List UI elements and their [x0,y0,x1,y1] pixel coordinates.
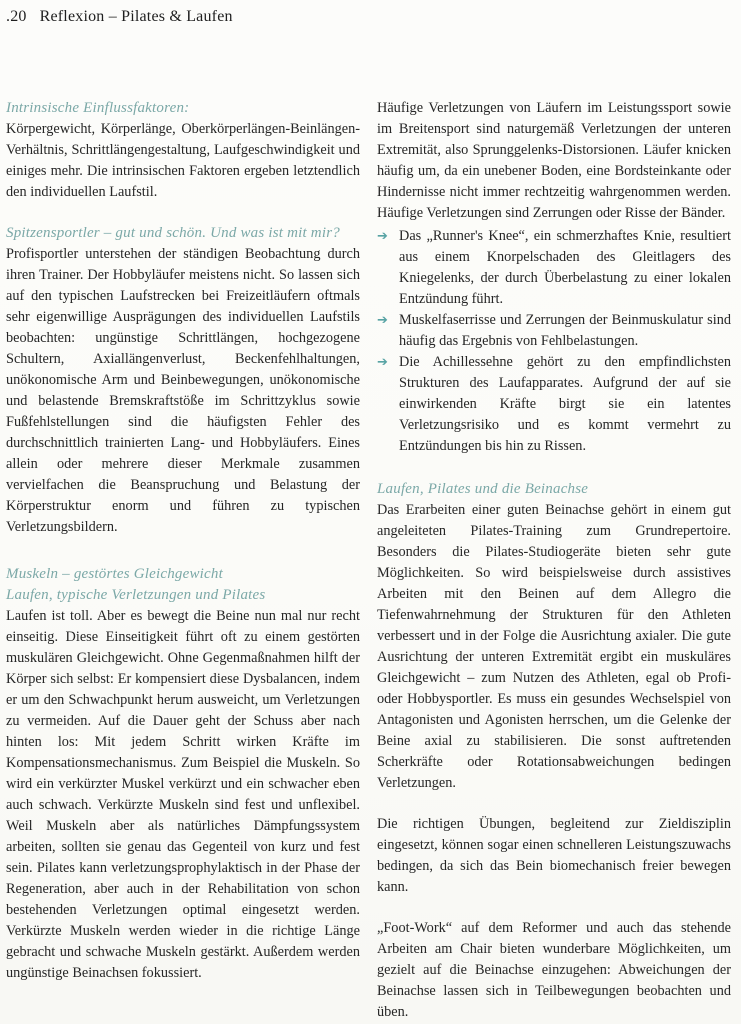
paragraph: Das Erarbeiten einer guten Beinachse gehört in einem gut angeleiteten Pilates-Training zum Grundrepertoire. Besonders die Pilates-Studiogeräte bieten sehr gute Möglichkeiten. So wird beispielsweise durch assistives Arbeiten mit den Beinen auf dem Allegro die Tiefenwahrnehmung der Strukturen für den Athleten verbessert und in der Folge die Ausrichtung axialer. Die gute Ausrichtung der unteren Extremität ergibt ein muskuläres Gleichgewicht – zum Nutzen des Athleten, egal ob Profi- oder Hobbysportler. Es muss ein gesundes Wechselspiel von Antagonisten und Agonisten herrschen, um die Gelenke der Beine axial zu stabilisieren. Die sonst auftretenden Scherkräfte oder Rotationsabweichungen bedingen Verletzungen. [377,502,731,791]
bullet-item [377,226,731,310]
right-column [377,98,731,1023]
section-heading-muskeln-gleichgewicht: Muskeln – gestörtes Gleichgewicht [6,566,223,582]
paragraph: Körpergewicht, Körperlänge, Oberkörperlängen-Beinlängen-Verhältnis, Schrittlängengestaltung, Laufgeschwindigkeit und einiges mehr. Die intrinsischen Faktoren ergeben letztendlich den individuellen Laufstil. [6,121,360,200]
bullet-item [377,352,731,457]
page-title: Reflexion – Pilates & Laufen [39,8,233,25]
bullet-text: Die Achillessehne gehört zu den empfindlichsten Strukturen des Laufapparates. Aufgrund der auf sie einwirkenden Kräfte birgt sie ein latentes Verletzungsrisiko und es kommt vermehrt zu Entzündungen bis hin zu Rissen. [399,354,731,454]
section-heading-spitzensportler: Spitzensportler – gut und schön. Und was ist mit mir? [6,225,340,241]
section-subheading-laufen-verletzungen-pilates: Laufen, typische Verletzungen und Pilates [6,587,266,603]
bullet-list [377,226,731,457]
bullet-item [377,310,731,352]
bullet-text: Das „Runner's Knee“, ein schmerzhaftes Knie, resultiert aus einem Knorpelschaden des Gleitlagers des Kniegelenks, der durch Überbelastung zu einer lokalen Entzündung führt. [399,228,731,307]
arrow-bullet-icon: ➔ [377,313,388,328]
section-heading-intrinsische-einflussfaktoren: Intrinsische Einflussfaktoren: [6,100,190,116]
page-number: .20 [6,8,27,25]
bullet-text: Muskelfaserrisse und Zerrungen der Beinmuskulatur sind häufig das Ergebnis von Fehlbelastungen. [399,312,731,349]
arrow-bullet-icon: ➔ [377,229,388,244]
paragraph: Die richtigen Übungen, begleitend zur Zieldisziplin eingesetzt, können sogar einen schnelleren Leistungszuwachs bedingen, da sich das Bein biomechanisch freier bewegen kann. [377,816,731,895]
page-header [6,8,735,26]
section-heading-laufen-pilates-beinachse: Laufen, Pilates und die Beinachse [377,481,589,497]
paragraph: „Foot-Work“ auf dem Reformer und auch das stehende Arbeiten am Chair bieten wunderbare Möglichkeiten, um gezielt auf die Beinachse einzugehen: Abweichungen der Beinachse lassen sich in Teilbewegungen beobachten und üben. [377,920,731,1020]
paragraph: Profisportler unterstehen der ständigen Beobachtung durch ihren Trainer. Der Hobbyläufer meistens nicht. So lassen sich auf den typischen Laufstrecken bei Freizeitläufern oftmals sehr eigenwillige Ausprägungen des individuellen Laufstils beobachten: ungünstige Schrittlängen, hochgezogene Schultern, Axiallängenverlust, Beckenfehlhaltungen, unökonomische Arm und Beinbewegungen, unökonomische und belastende Bremskraftstöße im Schrittzyklus sowie Fußfehlstellungen sind die häufigsten Fehler des durchschnittlich trainierten Lang- und Hobbyläufers. Eines allein oder mehrere dieser Merkmale zusammen vervielfachen die Beanspruchung und Belastung der Körperstruktur enorm und führen zu typischen Verletzungsbildern. [6,246,360,535]
paragraph: Laufen ist toll. Aber es bewegt die Beine nun mal nur recht einseitig. Diese Einseitigkeit führt oft zu einem gestörten muskulären Gleichgewicht. Ohne Gegenmaßnahmen hilft der Körper sich selbst: Er kompensiert diese Dysbalancen, indem er um den Schwachpunkt herum ausweicht, um Verletzungen zu vermeiden. Auf die Dauer geht der Schuss aber nach hinten los: Mit jedem Schritt wirken Kräfte im Kompensationsmechanismus. Zum Beispiel die Muskeln. So wird ein verkürzter Muskel verkürzt und ein schwacher eben auch schwach. Verkürzte Muskeln sind fest und unflexibel. Weil Muskeln aber als natürliches Dämpfungssystem arbeiten, sollten sie genau das Gegenteil von kurz und fest sein. Pilates kann verletzungsprophylaktisch in der Phase der Regeneration, aber auch in der Rehabilitation von schon bestehenden Verletzungen optimal eingesetzt werden. Verkürzte Muskeln werden wieder in die richtige Länge gebracht und schwache Muskeln gestärkt. Außerdem werden ungünstige Beinachsen fokussiert. [6,608,360,981]
content-columns [6,98,735,1023]
left-column [6,98,360,1023]
arrow-bullet-icon: ➔ [377,355,388,370]
paragraph: Häufige Verletzungen von Läufern im Leistungssport sowie im Breitensport sind naturgemäß Verletzungen der unteren Extremität, also Sprunggelenks-Distorsionen. Läufer knicken häufig um, da ein unebener Boden, eine Bordsteinkante oder Hindernisse nicht immer rechtzeitig wahrgenommen werden. Häufige Verletzungen sind Zerrungen oder Risse der Bänder. [377,100,731,221]
